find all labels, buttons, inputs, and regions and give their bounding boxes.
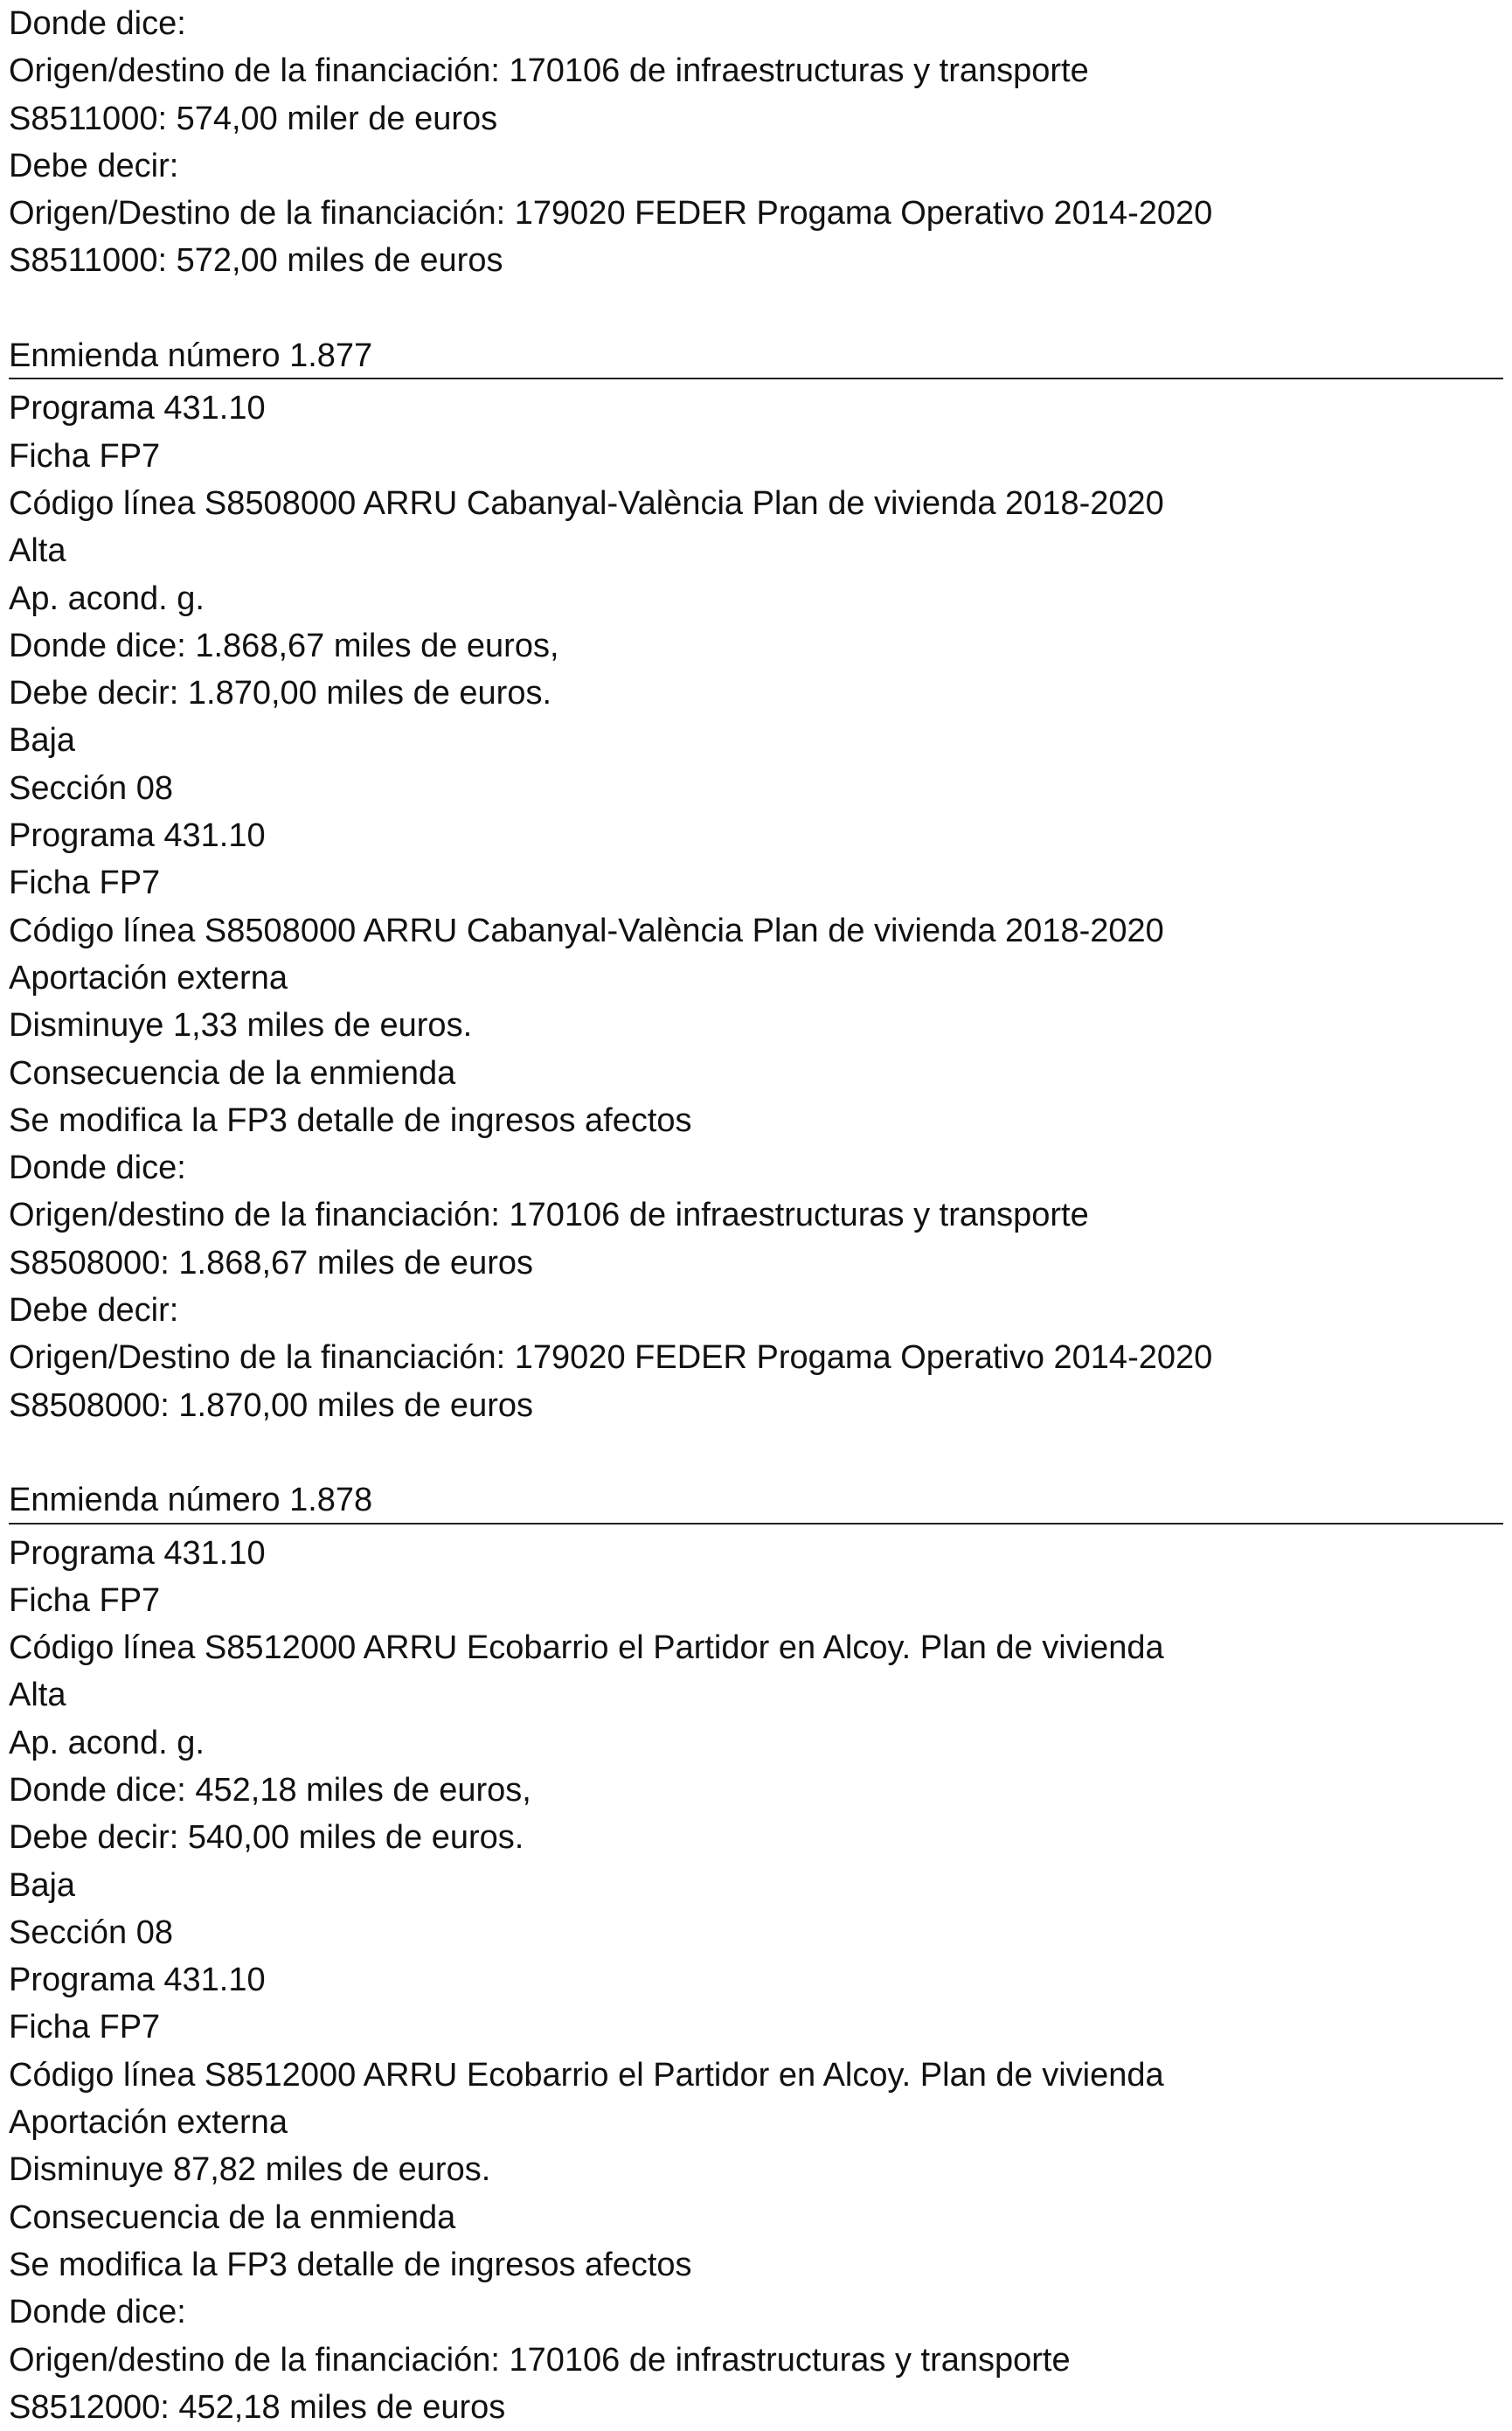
text-line: Alta [9,1677,66,1714]
text-line: Disminuye 1,33 miles de euros. [9,1007,473,1045]
text-line: Ficha FP7 [9,1581,161,1619]
text-line: Ficha FP7 [9,437,161,475]
text-line: S8511000: 572,00 miles de euros [9,242,503,280]
text-line: Origen/destino de la financiación: 170106 de infraestructuras y transporte [9,52,1089,90]
text-line: Sección 08 [9,769,174,807]
text-line: Origen/destino de la financiación: 170106 de infraestructuras y transporte [9,1197,1089,1234]
text-line: Ficha FP7 [9,865,161,902]
text-line: Sección 08 [9,1914,174,1951]
text-line: Programa 431.10 [9,817,266,855]
text-line: Debe decir: [9,1292,179,1330]
text-line: Código línea S8508000 ARRU Cabanyal-València Plan de vivienda 2018-2020 [9,484,1164,522]
spacer [9,1429,1512,1476]
enmienda-heading: Enmienda número 1.877 [9,332,1503,379]
text-line: Baja [9,722,76,760]
text-line: Alta [9,532,66,570]
text-line: Origen/Destino de la financiación: 179020 FEDER Progama Operativo 2014-2020 [9,1339,1213,1377]
text-line: Donde dice: [9,1150,186,1187]
text-line: Aportación externa [9,959,288,997]
text-line: Programa 431.10 [9,1534,266,1572]
text-line: Debe decir: [9,147,179,184]
text-line: S8511000: 574,00 miler de euros [9,100,498,137]
enmienda-1878 [9,1476,1512,2431]
text-line: Ap. acond. g. [9,580,205,617]
text-line: Debe decir: 1.870,00 miles de euros. [9,675,552,712]
text-line: Donde dice: [9,5,186,42]
text-line: Se modifica la FP3 detalle de ingresos afectos [9,2246,692,2283]
text-line: Código línea S8512000 ARRU Ecobarrio el Partidor en Alcoy. Plan de vivienda [9,2056,1164,2094]
text-line: Ficha FP7 [9,2009,161,2046]
text-line: S8508000: 1.870,00 miles de euros [9,1386,533,1424]
text-line: Baja [9,1866,76,1904]
text-line: Aportación externa [9,2104,288,2142]
enmienda-heading: Enmienda número 1.878 [9,1476,1503,1524]
text-line: Origen/destino de la financiación: 170106 de infrastructuras y transporte [9,2341,1071,2379]
text-line: Ap. acond. g. [9,1724,205,1761]
text-line: Disminuye 87,82 miles de euros. [9,2151,491,2189]
text-line: Donde dice: 1.868,67 miles de euros, [9,627,559,664]
text-line: Origen/Destino de la financiación: 179020 FEDER Progama Operativo 2014-2020 [9,195,1213,233]
text-line: Donde dice: [9,2294,186,2331]
text-line: Programa 431.10 [9,390,266,427]
text-line: Consecuencia de la enmienda [9,1054,456,1092]
continuation-block [9,0,1512,285]
text-line: S8512000: 452,18 miles de euros [9,2388,506,2426]
text-line: Debe decir: 540,00 miles de euros. [9,1819,524,1857]
text-line: Código línea S8508000 ARRU Cabanyal-València Plan de vivienda 2018-2020 [9,912,1164,949]
text-line: S8508000: 1.868,67 miles de euros [9,1244,533,1281]
text-line: Consecuencia de la enmienda [9,2198,456,2236]
text-line: Se modifica la FP3 detalle de ingresos afectos [9,1101,692,1139]
text-line: Código línea S8512000 ARRU Ecobarrio el Partidor en Alcoy. Plan de vivienda [9,1629,1164,1667]
text-line: Programa 431.10 [9,1962,266,1999]
text-line: Donde dice: 452,18 miles de euros, [9,1771,531,1809]
enmienda-1877 [9,332,1512,1429]
spacer [9,285,1512,332]
